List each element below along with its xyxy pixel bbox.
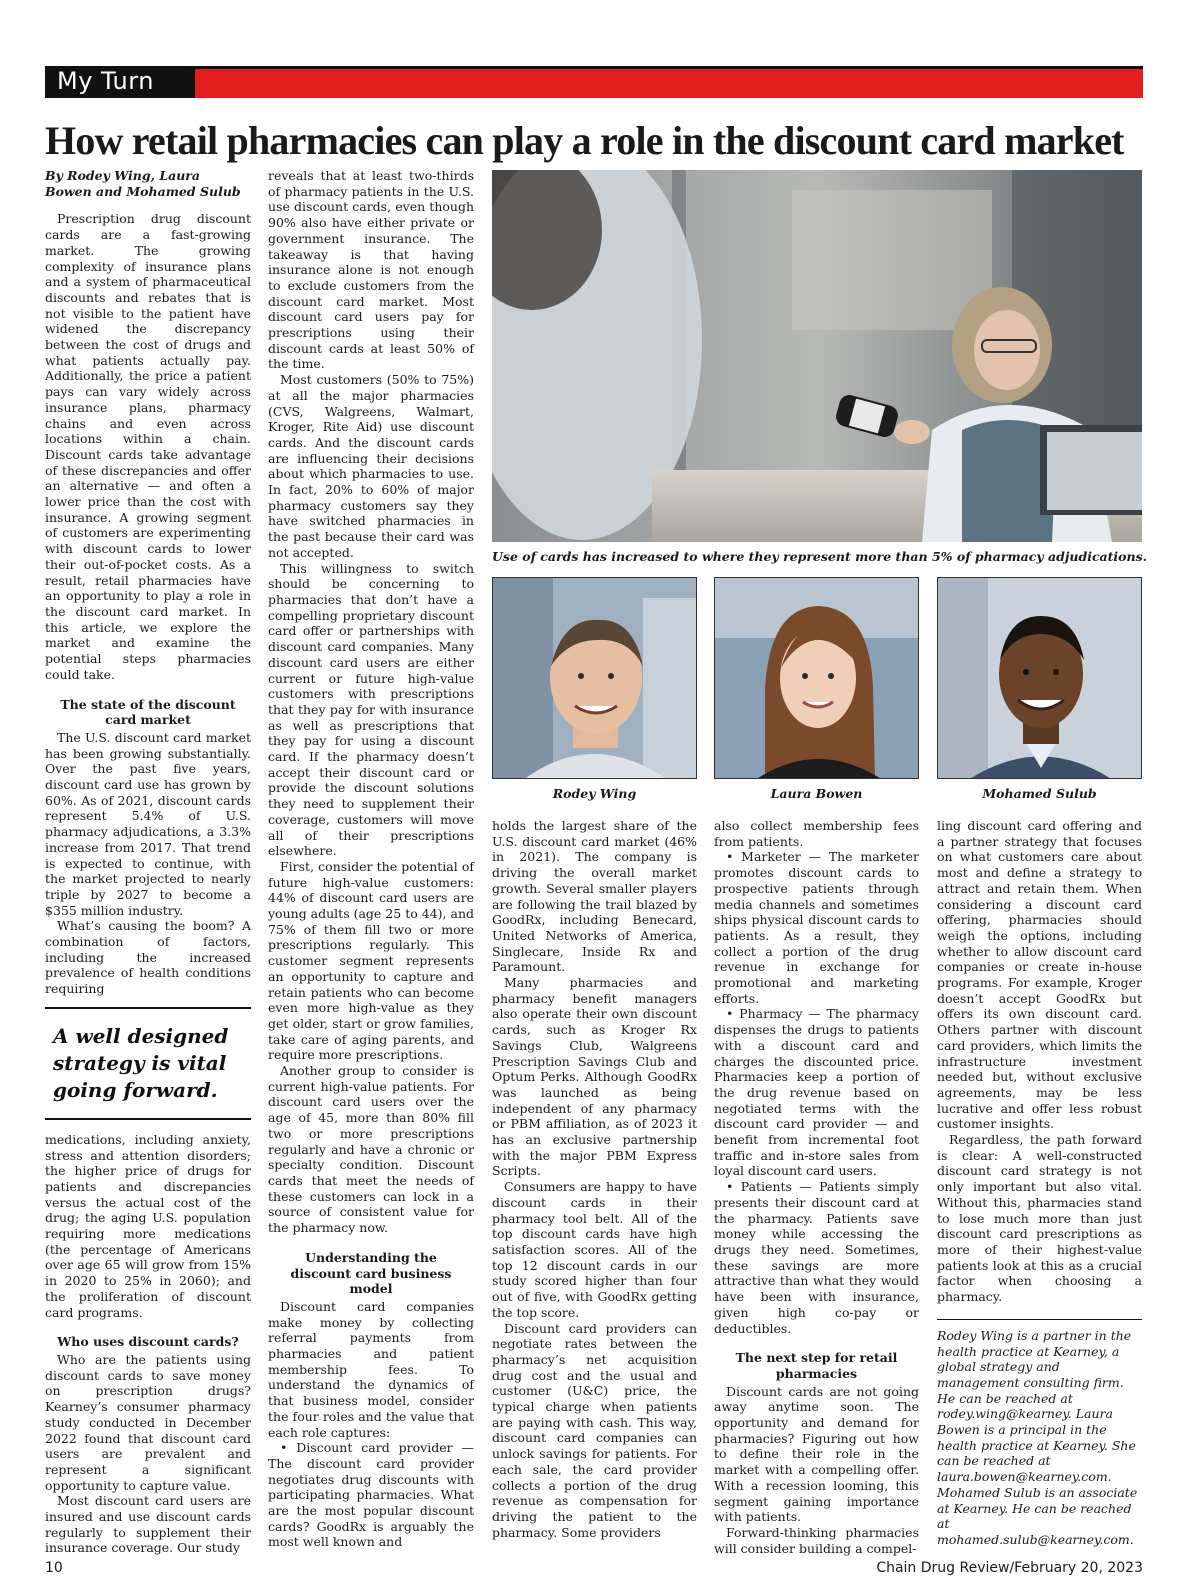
paragraph: Regardless, the path forward is clear: A well-constructed discount card strategy is not only important but also vital. Without this, pharmacies stand to lose much more than just discount card prescriptions as more of their highest-value patients look at this as a crucial factor when choosing a pharmacy. [937,1132,1142,1305]
paragraph: Discount cards are not going away anytime soon. The opportunity and demand for pharmacies? Figuring out how to define their role in the market with a compelling offer. With a recession looming, this segment gaining importance with patients. [714,1383,919,1525]
paragraph: Most customers (50% to 75%) at all the major pharmacies (CVS, Walgreens, Walmart, Kroger, Rite Aid) use discount cards. And the discount cards are influencing their decisions about which pharmacies to use. In fact, 20% to 60% of major pharmacy customers say they have switched pharmacies in the past because their card was not accepted. [268,372,474,560]
column-1 [45,168,251,1556]
pull-quote-text: A well designed strategy is vital going forward. [53,1023,229,1102]
byline: By Rodey Wing, Laura Bowen and Mohamed Sulub [45,168,241,199]
headshot-caption: Rodey Wing [552,786,637,801]
pharmacist-illustration [492,170,1142,542]
headshot-caption: Mohamed Sulub [982,786,1097,801]
headshot-rodey-wing [492,577,697,779]
column-4 [714,818,919,1556]
paragraph: First, consider the potential of future high-value customers: 44% of discount card users are young adults (age 25 to 44), and 75% of them fill two or more prescriptions regularly. This customer segment represents an opportunity to capture and retain patients who can become even more high-value as they get older, start or grow families, take care of aging parents, and require more prescriptions. [268,858,474,1063]
headshot-laura-bowen [714,577,919,779]
paragraph: holds the largest share of the U.S. discount card market (46% in 2021). The company is driving the overall market growth. Several smaller players are following the trail blazed by GoodRx, including Benecard, United Networks of America, Singlecare, Inside Rx and Paramount. [492,818,697,975]
paragraph: also collect membership fees from patients. [714,818,919,849]
subhead: Who uses discount cards? [57,1334,239,1350]
paragraph: reveals that at least two-thirds of pharmacy patients in the U.S. use discount cards, even though 90% also have either private or government insurance. The takeaway is that having insurance alone is not enough to exclude customers from the discount card market. Most discount card users pay for prescriptions using their discount cards at least 50% of the time. [268,168,474,372]
headshot-illustration [938,578,1142,779]
headshot-caption: Laura Bowen [770,786,863,801]
section-banner [45,66,1143,98]
column-5 [937,818,1142,1548]
paragraph: Who are the patients using discount cards to save money on prescription drugs? Kearney’s consumer pharmacy study conducted in December 2022 found that discount card users are prevalent and represent a significant opportunity to capture value. [45,1352,251,1493]
column-3 [492,818,697,1540]
paragraph: What’s causing the boom? A combination of factors, including the increased prevalence of health conditions requiring [45,918,251,997]
author-bio: Rodey Wing is a partner in the health practice at Kearney, a global strategy and management consulting firm. He can be reached at rodey.wing@kearney. Laura Bowen is a principal in the health practice at Kearney. She can be reached at laura.bowen@kearney.com. Mohamed Sulub is an associate at Kearney. He can be reached at mohamed.sulub@kearney.com. [937,1327,1138,1547]
subhead: The state of the discount card market [60,696,236,728]
pharmacist-photo [492,170,1142,542]
section-label: My Turn [45,66,195,98]
paragraph: • Marketer — The marketer promotes discount cards to prospective patients through media channels and sometimes ships physical discount cards to patients. As a result, they collect a portion of the drug revenue in exchange for promotional and marketing efforts. [714,849,919,1006]
paragraph: Another group to consider is current high-value patients. For discount card users over the age of 45, more than 80% fill two or more prescriptions regularly and have a chronic or specialty condition. Discount cards that meet the needs of these customers can lock in a source of consistent value for the pharmacy now. [268,1063,474,1236]
subhead: The next step for retail pharmacies [735,1350,898,1381]
paragraph: • Patients — Patients simply presents their discount card at the pharmacy. Patients save money while accessing the drugs they need. Sometimes, these savings are more attractive than what they would have been with insurance, given high co-pay or deductibles. [714,1179,919,1336]
subhead: Understanding the discount card business model [290,1249,452,1297]
paragraph: Forward-thinking pharmacies will consider building a compel- [714,1524,919,1556]
paragraph: Prescription drug discount cards are a fast-growing market. The growing complexity of insurance plans and a system of pharmaceutical discounts and rebates that is not visible to the patient have widened the discrepancy between the cost of drugs and what patients actually pay. Additionally, the price a patient pays can vary widely across insurance plans, pharmacy chains and even across locations within a chain. Discount cards take advantage of these discrepancies and offer an alternative — and often a lower price than the cost with insurance. A growing segment of customers are experimenting with discount cards to lower their out-of-pocket costs. As a result, retail pharmacies have an opportunity to play a role in the discount card market. In this article, we explore the market and examine the potential steps pharmacies could take. [45,211,251,682]
paragraph: Many pharmacies and pharmacy benefit managers also operate their own discount cards, such as Kroger Rx Savings Club, Walgreens Prescription Savings Club and Optum Perks. Although GoodRx was launched as being independent of any pharmacy or PBM affiliation, as of 2023 it has an exclusive partnership with the major PBM Express Scripts. [492,975,697,1179]
paragraph: ling discount card offering and a partner strategy that focuses on what customers care about most and define a strategy to attract and retain them. When considering a discount card offering, pharmacies should weigh the options, including whether to allow discount card companies or create in-house programs. For example, Kroger doesn’t accept GoodRx but offers its own discount card. Others partner with discount card providers, which limits the infrastructure investment needed but, without exclusive agreements, may be less lucrative and offer less robust customer insights. [937,818,1142,1132]
paragraph: medications, including anxiety, stress and attention disorders; the higher price of drugs for patients and discrepancies versus the actual cost of the drug; the aging U.S. population requiring more medications (the percentage of Americans over age 65 will grow from 15% in 2020 to 25% in 2060); and the proliferation of discount card programs. [45,1131,251,1320]
paragraph: Discount card providers can negotiate rates between the pharmacy’s net acquisition drug cost and the usual and customer (U&C) price, the typical charge when patients are paying with cash. This way, discount card companies can unlock savings for patients. For each sale, the card provider collects a portion of the drug revenue as compensation for driving the patient to the pharmacy. Some providers [492,1320,697,1540]
divider [937,1319,1142,1320]
paragraph: • Discount card provider — The discount card provider negotiates drug discounts with participating pharmacies. What are the most popular discount cards? GoodRx is arguably the most well known and [268,1440,474,1550]
photo-caption: Use of cards has increased to where they represent more than 5% of pharmacy adjudications. [492,549,1147,564]
headshot-mohamed-sulub [937,577,1142,779]
paragraph: • Pharmacy — The pharmacy dispenses the drugs to patients with a discount card and charges the discounted price. Pharmacies keep a portion of the drug revenue based on negotiated terms with the discount card provider — and benefit from incremental foot traffic and in-store sales from loyal discount card users. [714,1006,919,1179]
article-headline: How retail pharmacies can play a role in the discount card market [45,118,1124,163]
paragraph: The U.S. discount card market has been growing substantially. Over the past five years, discount card use has grown by 60%. As of 2021, discount cards represent 5.4% of U.S. pharmacy adjudications, a 3.3% increase from 2017. That trend is expected to continue, with the market projected to nearly triple by 2027 to become a $355 million industry. [45,729,251,918]
pull-quote [45,1007,251,1120]
page-number: 10 [45,1560,63,1576]
headshot-illustration [715,578,919,779]
publication-info: Chain Drug Review/February 20, 2023 [876,1560,1143,1576]
paragraph: Most discount card users are insured and use discount cards regularly to supplement their insurance coverage. Our study [45,1493,251,1556]
paragraph: Discount card companies make money by collecting referral payments from pharmacies and patient membership fees. To understand the dynamics of that business model, consider the four roles and the value that each role captures: [268,1298,474,1440]
paragraph: This willingness to switch should be concerning to pharmacies that don’t have a compelling proprietary discount card offer or partnerships with discount card companies. Many discount card users are either current or future high-value customers with prescriptions that they pay for with insurance as well as prescriptions that they pay for using a discount card. If the pharmacy doesn’t accept their discount card or provide the discount solutions they need to supplement their coverage, customers will move all of their prescriptions elsewhere. [268,560,474,859]
headshot-illustration [493,578,697,779]
column-2 [268,168,474,1550]
paragraph: Consumers are happy to have discount cards in their pharmacy tool belt. All of the top discount cards have high satisfaction scores. All of the top 12 discount cards in our study scored higher than four out of five, with GoodRx getting the top score. [492,1179,697,1320]
